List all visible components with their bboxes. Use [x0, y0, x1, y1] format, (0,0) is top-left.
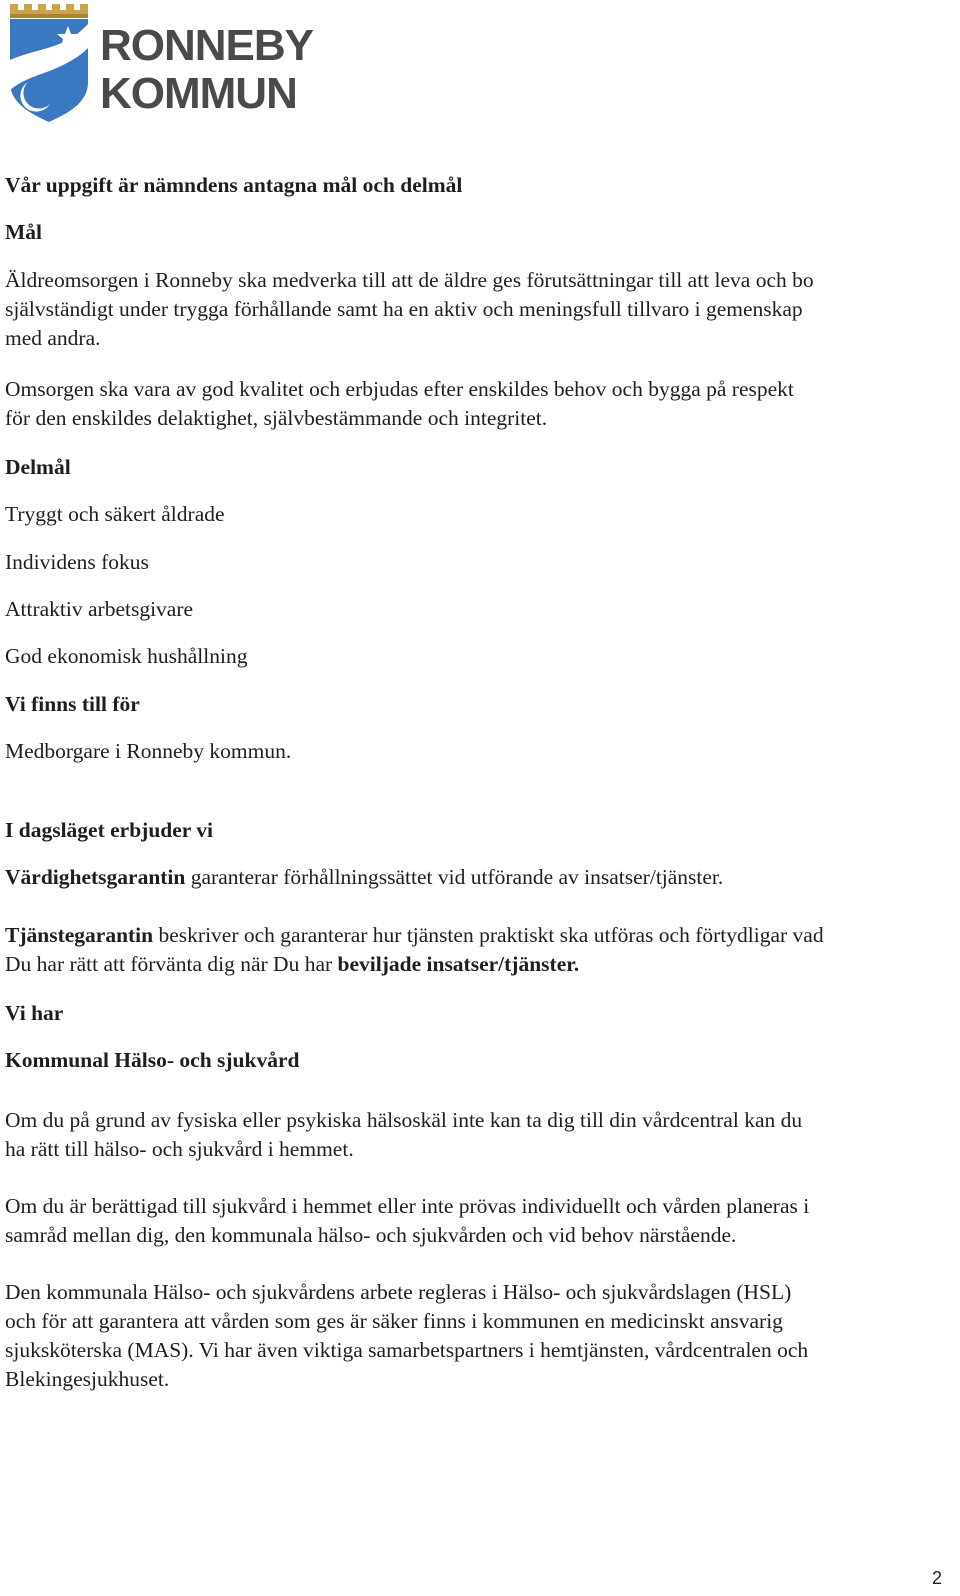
- subgoal-item: Individens fokus: [5, 550, 149, 574]
- service-term: Tjänstegarantin: [5, 923, 154, 947]
- goal-heading: Mål: [5, 220, 43, 244]
- text-line: Omsorgen ska vara av god kvalitet och erbjudas efter enskildes behov och bygga på respekt: [5, 377, 794, 401]
- health-heading: Kommunal Hälso- och sjukvård: [5, 1048, 300, 1072]
- coat-of-arms-icon: [6, 2, 326, 126]
- text-line: självständigt under trygga förhållande samt ha en aktiv och meningsfull tillvaro i gemenskap: [5, 297, 803, 321]
- dignity-text: garanterar förhållningssättet vid utförande av insatser/tjänster.: [185, 865, 724, 889]
- health-paragraph-3: [5, 1278, 950, 1394]
- goal-paragraph-2: [5, 375, 950, 433]
- task-heading: Vår uppgift är nämndens antagna mål och delmål: [5, 173, 463, 197]
- text-line: Om du är berättigad till sjukvård i hemmet eller inte prövas individuellt och vården planeras i: [5, 1194, 810, 1218]
- text-line: Blekingesjukhuset.: [5, 1367, 170, 1391]
- for-heading: Vi finns till för: [5, 692, 140, 716]
- text-line: Äldreomsorgen i Ronneby ska medverka till att de äldre ges förutsättningar till att leva och bo: [5, 268, 814, 292]
- text-line: Den kommunala Hälso- och sjukvårdens arbete regleras i Hälso- och sjukvårdslagen (HSL): [5, 1280, 792, 1304]
- text-line: med andra.: [5, 326, 101, 350]
- text-line: [5, 950, 950, 979]
- text-line: Om du på grund av fysiska eller psykiska hälsoskäl inte kan ta dig till din vårdcentral kan du: [5, 1108, 803, 1132]
- text-line: sjuksköterska (MAS). Vi har även viktiga samarbetspartners i hemtjänsten, vårdcentralen och: [5, 1338, 809, 1362]
- text-line: och för att garantera att vården som ges är säker finns i kommunen en medicinskt ansvarig: [5, 1309, 783, 1333]
- health-paragraph-2: [5, 1192, 950, 1250]
- service-text: beskriver och garanterar hur tjänsten praktiskt ska utföras och förtydligar vad: [153, 923, 824, 947]
- service-bold-end: beviljade insatser/tjänster.: [337, 952, 580, 976]
- goal-paragraph-1: [5, 266, 950, 353]
- service-guarantee-paragraph: [5, 921, 950, 979]
- svg-text:KOMMUN: KOMMUN: [100, 69, 297, 118]
- subgoal-item: God ekonomisk hushållning: [5, 644, 248, 668]
- subgoal-heading: Delmål: [5, 455, 71, 479]
- text-line: ha rätt till hälso- och sjukvård i hemmet.: [5, 1137, 354, 1161]
- text-line: samråd mellan dig, den kommunala hälso- och sjukvården och vid behov närstående.: [5, 1223, 737, 1247]
- svg-text:RONNEBY: RONNEBY: [100, 21, 314, 70]
- health-paragraph-1: [5, 1106, 950, 1164]
- for-text: Medborgare i Ronneby kommun.: [5, 739, 292, 763]
- text-line: för den enskildes delaktighet, självbestämmande och integritet.: [5, 406, 548, 430]
- dignity-term: Värdighetsgarantin: [5, 865, 186, 889]
- we-have-heading: Vi har: [5, 1001, 64, 1025]
- offer-heading: I dagsläget erbjuder vi: [5, 818, 214, 842]
- subgoal-item: Attraktiv arbetsgivare: [5, 597, 194, 621]
- subgoal-item: Tryggt och säkert åldrade: [5, 502, 225, 526]
- dignity-guarantee-line: [5, 863, 723, 892]
- service-text: Du har rätt att förvänta dig när Du har: [5, 952, 338, 976]
- page-number: 2: [931, 1568, 942, 1588]
- text-line: [5, 921, 950, 950]
- ronneby-kommun-logo: [6, 2, 326, 126]
